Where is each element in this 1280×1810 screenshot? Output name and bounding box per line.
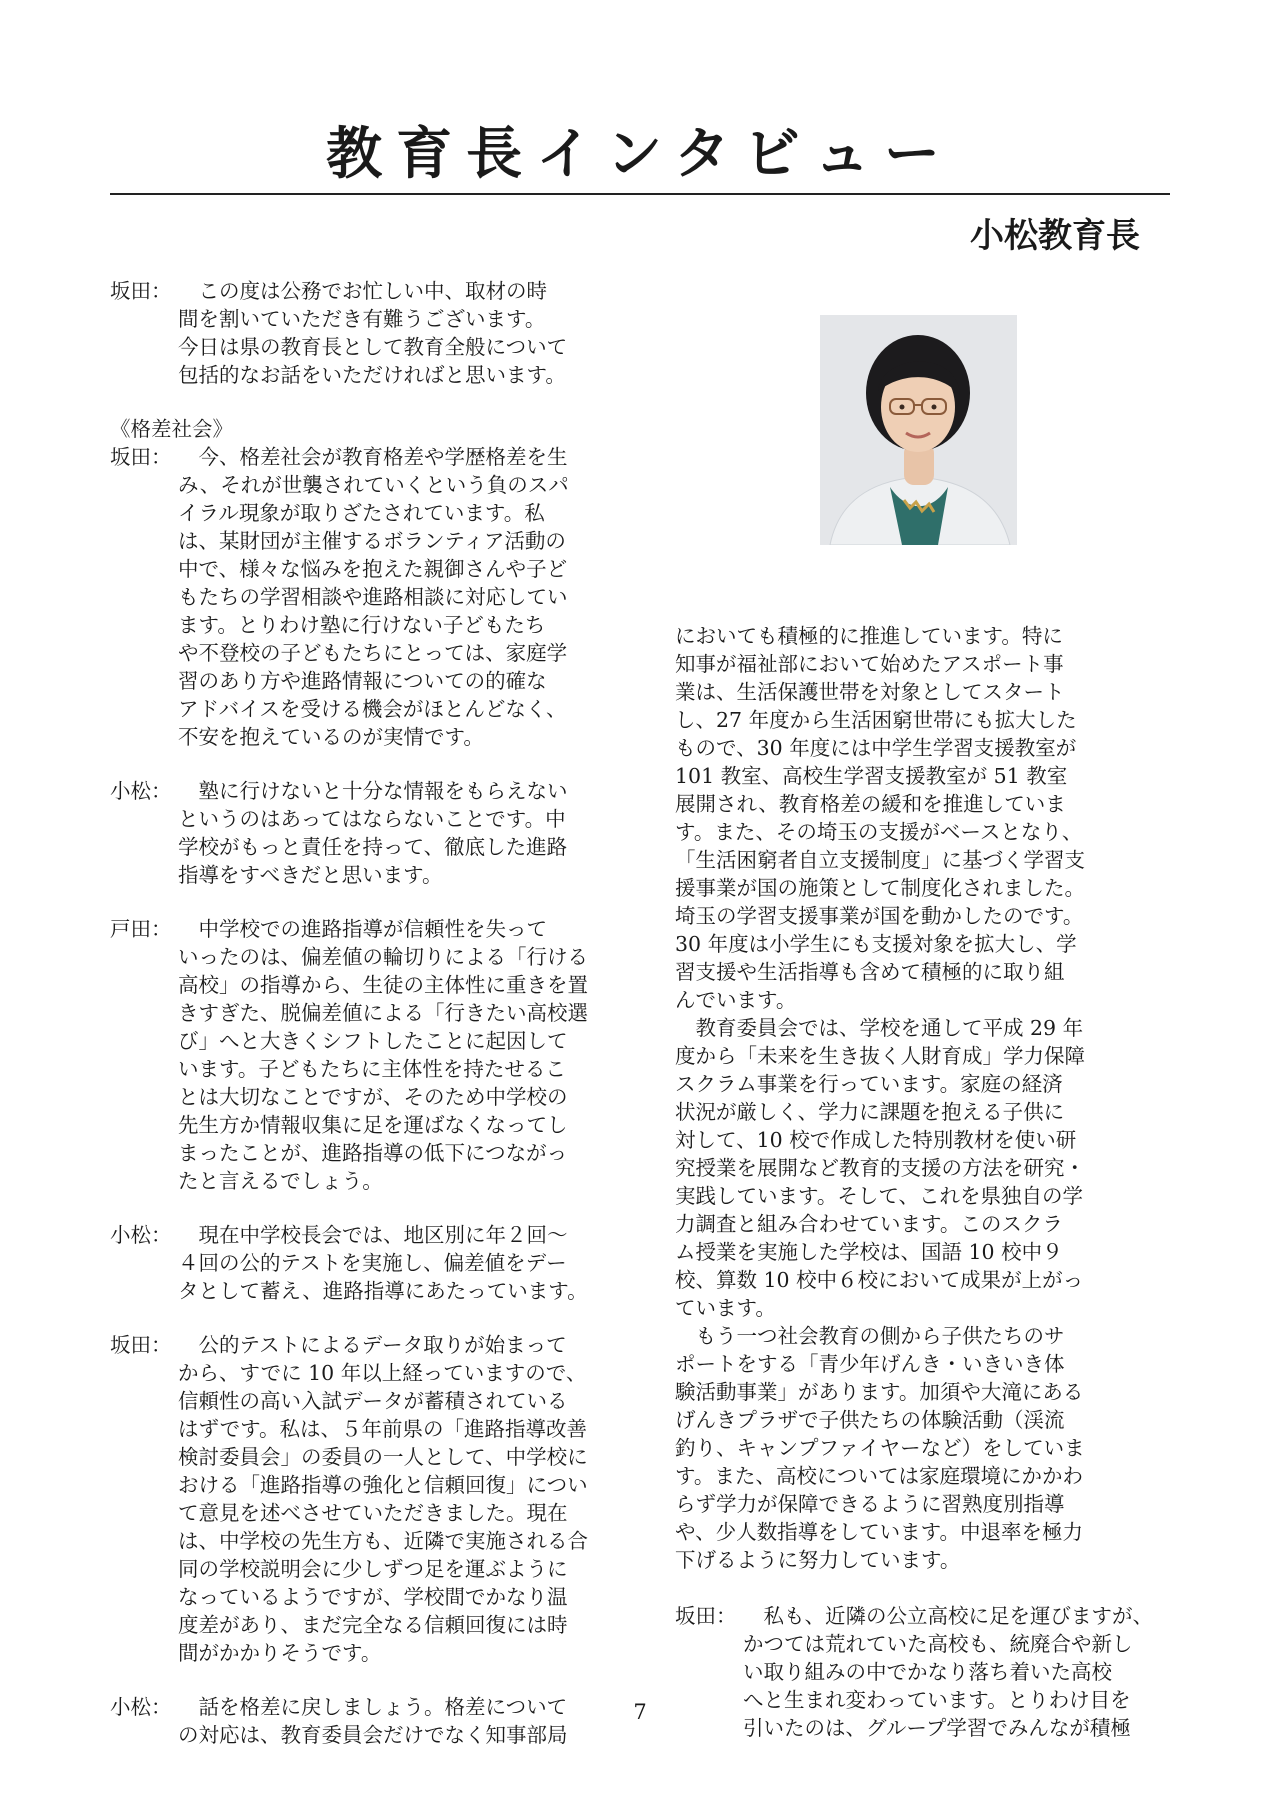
text-line: 間がかかりそうです。 xyxy=(178,1641,382,1665)
text-line: 究授業を展開など教育的支援の方法を研究・ xyxy=(675,1156,1085,1180)
text-line: んでいます。 xyxy=(675,988,797,1012)
text-line: 度差があり、まだ完全なる信頼回復には時 xyxy=(178,1613,568,1637)
text-line: おける「進路指導の強化と信頼回復」につい xyxy=(178,1473,588,1497)
text-line: 習のあり方や進路情報についての的確な xyxy=(178,669,547,693)
text-line: 高校」の指導から、生徒の主体性に重きを置 xyxy=(178,973,588,997)
text-line: かつては荒れていた高校も、統廃合や新し xyxy=(743,1632,1133,1656)
text-line: 話を格差に戻しましょう。格差について xyxy=(178,1695,568,1719)
text-line: 同の学校説明会に少しずつ足を運ぶように xyxy=(178,1557,568,1581)
text-line: いったのは、偏差値の輪切りによる「行ける xyxy=(178,945,588,969)
page-title: 教育長インタビュー xyxy=(326,121,954,187)
speaker-turn xyxy=(110,277,615,389)
speaker-name: 小松： xyxy=(110,779,172,803)
text-line: 下げるように努力しています。 xyxy=(675,1548,961,1572)
text-line: まったことが、進路指導の低下につながっ xyxy=(178,1141,568,1165)
byline: 小松教育長 xyxy=(970,216,1140,256)
left-column xyxy=(110,277,615,1775)
text-line: 対して、10 校で作成した特別教材を使い研 xyxy=(675,1128,1077,1152)
text-line: 「生活困窮者自立支援制度」に基づく学習支 xyxy=(675,848,1085,872)
text-line: ポートをする「青少年げんき・いきいき体 xyxy=(675,1352,1065,1376)
text-line: 中で、様々な悩みを抱えた親御さんや子ど xyxy=(178,557,568,581)
text-line: 中学校での進路指導が信頼性を失って xyxy=(178,917,547,941)
text-line: 釣り、キャンプファイヤーなど）をしていま xyxy=(675,1436,1085,1460)
text-line: から、すでに 10 年以上経っていますので、 xyxy=(178,1361,587,1385)
speaker-turn xyxy=(110,1221,615,1305)
text-line: きすぎた、脱偏差値による「行きたい高校選 xyxy=(178,1001,588,1025)
speaker-turn xyxy=(110,443,615,751)
text-line: ム授業を実施した学校は、国語 10 校中９ xyxy=(675,1240,1063,1264)
speaker-name: 小松： xyxy=(110,1223,172,1247)
speaker-name: 坂田： xyxy=(110,445,172,469)
speaker-name: 坂田： xyxy=(110,1333,172,1357)
text-line: なっているようですが、学校間でかなり温 xyxy=(178,1585,568,1609)
text-line: 不安を抱えているのが実情です。 xyxy=(178,725,484,749)
text-line: らず学力が保障できるように習熟度別指導 xyxy=(675,1492,1065,1516)
text-line: 展開され、教育格差の緩和を推進していま xyxy=(675,792,1066,816)
text-line: この度は公務でお忙しい中、取材の時 xyxy=(178,279,547,303)
text-line: ます。とりわけ塾に行けない子どもたち xyxy=(178,613,546,637)
text-line: や、少人数指導をしています。中退率を極力 xyxy=(675,1520,1083,1544)
text-line: 状況が厳しく、学力に課題を抱える子供に xyxy=(675,1100,1065,1124)
text-line: 実践しています。そして、これを県独自の学 xyxy=(675,1184,1083,1208)
section xyxy=(110,415,615,751)
text-line: 校、算数 10 校中６校において成果が上がっ xyxy=(675,1268,1084,1292)
text-line: や不登校の子どもたちにとっては、家庭学 xyxy=(178,641,568,665)
speech-text xyxy=(178,915,615,1195)
text-line: び」へと大きくシフトしたことに起因して xyxy=(178,1029,568,1053)
text-line: 知事が福祉部において始めたアスポート事 xyxy=(675,652,1064,676)
page-number: 7 xyxy=(633,1700,647,1724)
text-line: たと言えるでしょう。 xyxy=(178,1169,383,1193)
speech-text xyxy=(178,777,615,889)
text-line: 信頼性の高い入試データが蓄積されている xyxy=(178,1389,568,1413)
speech-text xyxy=(178,1221,615,1305)
text-line: 現在中学校長会では、地区別に年２回〜 xyxy=(178,1223,568,1247)
text-line: 力調査と組み合わせています。このスクラ xyxy=(675,1212,1063,1236)
text-line: は、某財団が主催するボランティア活動の xyxy=(178,529,566,553)
text-line: へと生まれ変わっています。とりわけ目を xyxy=(743,1688,1131,1712)
speaker-name: 戸田： xyxy=(110,917,172,941)
text-line: アドバイスを受ける機会がほとんどなく、 xyxy=(178,697,567,721)
speaker-name: 小松： xyxy=(110,1695,172,1719)
text-line: イラル現象が取りざたされています。私 xyxy=(178,501,545,525)
text-line: もう一つ社会教育の側から子供たちのサ xyxy=(675,1324,1065,1348)
speaker-turn xyxy=(110,1331,615,1667)
text-line: 教育委員会では、学校を通して平成 29 年 xyxy=(675,1016,1084,1040)
text-line: 今日は県の教育長として教育全般について xyxy=(178,335,568,359)
text-line: もので、30 年度には中学生学習支援教室が xyxy=(675,736,1077,760)
text-line: においても積極的に推進しています。特に xyxy=(675,624,1063,648)
text-line: 業は、生活保護世帯を対象としてスタート xyxy=(675,680,1065,704)
text-line: ています。 xyxy=(675,1296,776,1320)
text-line: 101 教室、高校生学習支援教室が 51 教室 xyxy=(675,764,1068,788)
text-line: 私も、近隣の公立高校に足を運びますが、 xyxy=(743,1604,1153,1628)
text-line: 包括的なお話をいただければと思います。 xyxy=(178,363,566,387)
text-line: 塾に行けないと十分な情報をもらえない xyxy=(178,779,568,803)
text-line: て意見を述べさせていただきました。現在 xyxy=(178,1501,568,1525)
paragraph xyxy=(675,1322,1177,1574)
paragraph xyxy=(675,1014,1177,1322)
text-line: 30 年度は小学生にも支援対象を拡大し、学 xyxy=(675,932,1077,956)
speaker-turn xyxy=(110,777,615,889)
text-line: 度から「未来を生き抜く人財育成」学力保障 xyxy=(675,1044,1085,1068)
text-line: います。子どもたちに主体性を持たせるこ xyxy=(178,1057,566,1081)
speech-text xyxy=(178,277,615,389)
text-line: し、27 年度から生活困窮世帯にも拡大した xyxy=(675,708,1077,732)
title-divider xyxy=(110,193,1170,195)
text-line: み、それが世襲されていくという負のスパ xyxy=(178,473,569,497)
speech-text xyxy=(178,1331,615,1667)
text-line: す。また、その埼玉の支援がベースとなり、 xyxy=(675,820,1083,844)
speech-text xyxy=(178,443,615,751)
text-line: 験活動事業」があります。加須や大滝にある xyxy=(675,1380,1084,1404)
text-line: い取り組みの中でかなり落ち着いた高校 xyxy=(743,1660,1112,1684)
text-line: もたちの学習相談や進路相談に対応してい xyxy=(178,585,568,609)
section-heading: 《格差社会》 xyxy=(110,417,233,441)
text-line: 公的テストによるデータ取りが始まって xyxy=(178,1333,567,1357)
speaker-name: 坂田： xyxy=(110,279,172,303)
right-column xyxy=(675,622,1177,1768)
text-line: スクラム事業を行っています。家庭の経済 xyxy=(675,1072,1063,1096)
text-line: 埼玉の学習支援事業が国を動かしたのです。 xyxy=(675,904,1084,928)
text-line: はずです。私は、５年前県の「進路指導改善 xyxy=(178,1417,587,1441)
text-line: とは大切なことですが、そのため中学校の xyxy=(178,1085,568,1109)
text-line: げんきプラザで子供たちの体験活動（渓流 xyxy=(675,1408,1065,1432)
text-line: ４回の公的テストを実施し、偏差値をデー xyxy=(178,1251,567,1275)
text-line: というのはあってはならないことです。中 xyxy=(178,807,566,831)
text-line: 検討委員会」の委員の一人として、中学校に xyxy=(178,1445,588,1469)
text-line: 学校がもっと責任を持って、徹底した進路 xyxy=(178,835,568,859)
speaker-turn xyxy=(110,915,615,1195)
text-line: 今、格差社会が教育格差や学歴格差を生 xyxy=(178,445,568,469)
text-line: 習支援や生活指導も含めて積極的に取り組 xyxy=(675,960,1065,984)
portrait-photo xyxy=(820,315,1017,545)
paragraph xyxy=(675,622,1177,1014)
text-line: 間を割いていただき有難うございます。 xyxy=(178,307,546,331)
text-line: 援事業が国の施策として制度化されました。 xyxy=(675,876,1085,900)
text-line: 引いたのは、グループ学習でみんなが積極 xyxy=(743,1716,1131,1740)
text-line: の対応は、教育委員会だけでなく知事部局 xyxy=(178,1723,568,1747)
text-line: は、中学校の先生方も、近隣で実施される合 xyxy=(178,1529,588,1553)
text-line: 指導をすべきだと思います。 xyxy=(178,863,443,887)
text-line: タとして蓄え、進路指導にあたっています。 xyxy=(178,1279,588,1303)
speaker-name: 坂田： xyxy=(675,1604,737,1628)
text-line: 先生方か情報収集に足を運ばなくなってし xyxy=(178,1113,568,1137)
text-line: す。また、高校については家庭環境にかかわ xyxy=(675,1464,1083,1488)
